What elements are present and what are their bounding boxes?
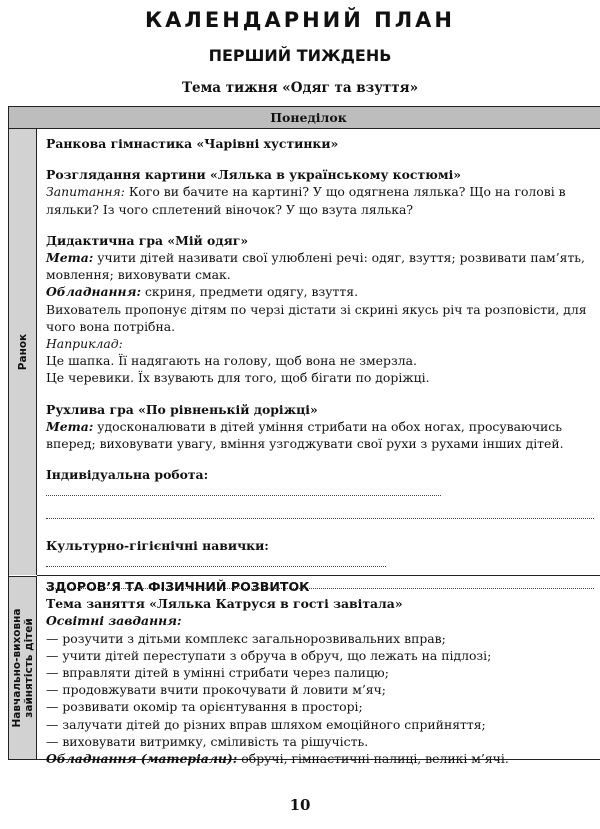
hygiene-skills-line [46,537,600,571]
education-label-line2: зайнятість дітей [22,618,35,718]
goal-label: Мета: [46,250,94,266]
task-item: — виховувати витримку, сміливість та рішучість. [46,733,369,749]
equipment-text: скриня, предмети одягу, взуття. [141,284,359,300]
education-label-line1: Навчально-виховна [10,608,23,728]
task-item: — учити дітей переступати з обруча в обруч, що лежать на підлозі; [46,647,492,663]
individual-work-blank-line [46,505,594,519]
task-item: — залучати дітей до різних вправ шляхом емоційного сприйняття; [46,716,486,732]
tasks-label: Освітні завдання: [46,613,182,629]
moving-goal-paragraph [46,418,600,452]
education-label-cell [9,576,37,759]
gymnastics-title: Ранкова гімнастика «Чарівні хустинки» [46,136,339,151]
moving-goal-label: Мета: [46,418,94,434]
individual-work-line [46,466,600,500]
educator-paragraph: Вихователь пропонує дітям по черзі дістати зі скрині якусь річ та розповісти, для чого вона потрібна. [46,301,587,334]
hygiene-skills-blank [46,555,386,567]
section-title: ЗДОРОВ’Я ТА ФІЗИЧНИЙ РОЗВИТОК [46,579,310,594]
goal-paragraph [46,249,600,283]
questions-label: Запитання: [46,184,125,200]
equipment-paragraph [46,283,600,300]
page-title: КАЛЕНДАРНИЙ ПЛАН [144,8,455,32]
goal-text: учити дітей називати свої улюблені речі: одяг, взуття; розвивати пам’ять, мовлення; виховувати смак. [46,250,585,283]
didactic-game-title: Дидактична гра «Мій одяг» [46,232,249,248]
materials-paragraph [46,750,600,767]
morning-label: Ранок [16,333,29,371]
example-line-1: Це шапка. Її надягають на голову, щоб вона не змерзла. [46,353,417,369]
task-item: — розучити з дітьми комплекс загальнорозвивальних вправ; [46,630,446,646]
page-number: 10 [289,796,311,814]
morning-label-cell [9,129,37,575]
example-label: Наприклад: [46,336,123,352]
lesson-title: Тема заняття «Лялька Катруся в гості завітала» [46,596,403,612]
equipment-label: Обладнання: [46,284,142,300]
individual-work-label: Індивідуальна робота: [46,467,209,483]
task-item: — вправляти дітей в умінні стрибати через палицю; [46,665,389,681]
task-item: — продовжувати вчити прокочувати й ловити м’яч; [46,682,386,698]
questions-text: Кого ви бачите на картині? У що одягнена лялька? Що на голові в ляльки? Із чого сплетений віночок? У що взута лялька? [46,184,566,217]
week-theme: Тема тижня «Одяг та взуття» [181,80,419,96]
materials-text: обручі, гімнастичні палиці, великі м’ячі. [237,751,509,767]
morning-content [46,135,600,589]
moving-game-title: Рухлива гра «По рівненькій доріжці» [46,401,318,417]
education-label [11,609,35,728]
individual-work-blank [46,484,441,496]
hygiene-skills-label: Культурно-гігієнічні навички: [46,537,269,553]
week-subtitle: ПЕРШИЙ ТИЖДЕНЬ [208,46,392,65]
moving-goal-text: удосконалювати в дітей уміння стрибати на обох ногах, просуваючись вперед; виховувати увагу, вміння узгоджувати свої рухи з рухами інших дітей. [46,418,564,452]
materials-label: Обладнання (матеріали): [46,751,238,767]
questions-paragraph [46,183,600,217]
task-item: — розвивати окомір та орієнтування в просторі; [46,699,363,715]
education-content [46,578,600,767]
picture-title: Розглядання картини «Лялька в українському костюмі» [46,167,462,183]
example-line-2: Це черевики. Їх взувають для того, щоб бігати по доріжці. [46,370,430,386]
day-header: Понеділок [9,107,600,129]
